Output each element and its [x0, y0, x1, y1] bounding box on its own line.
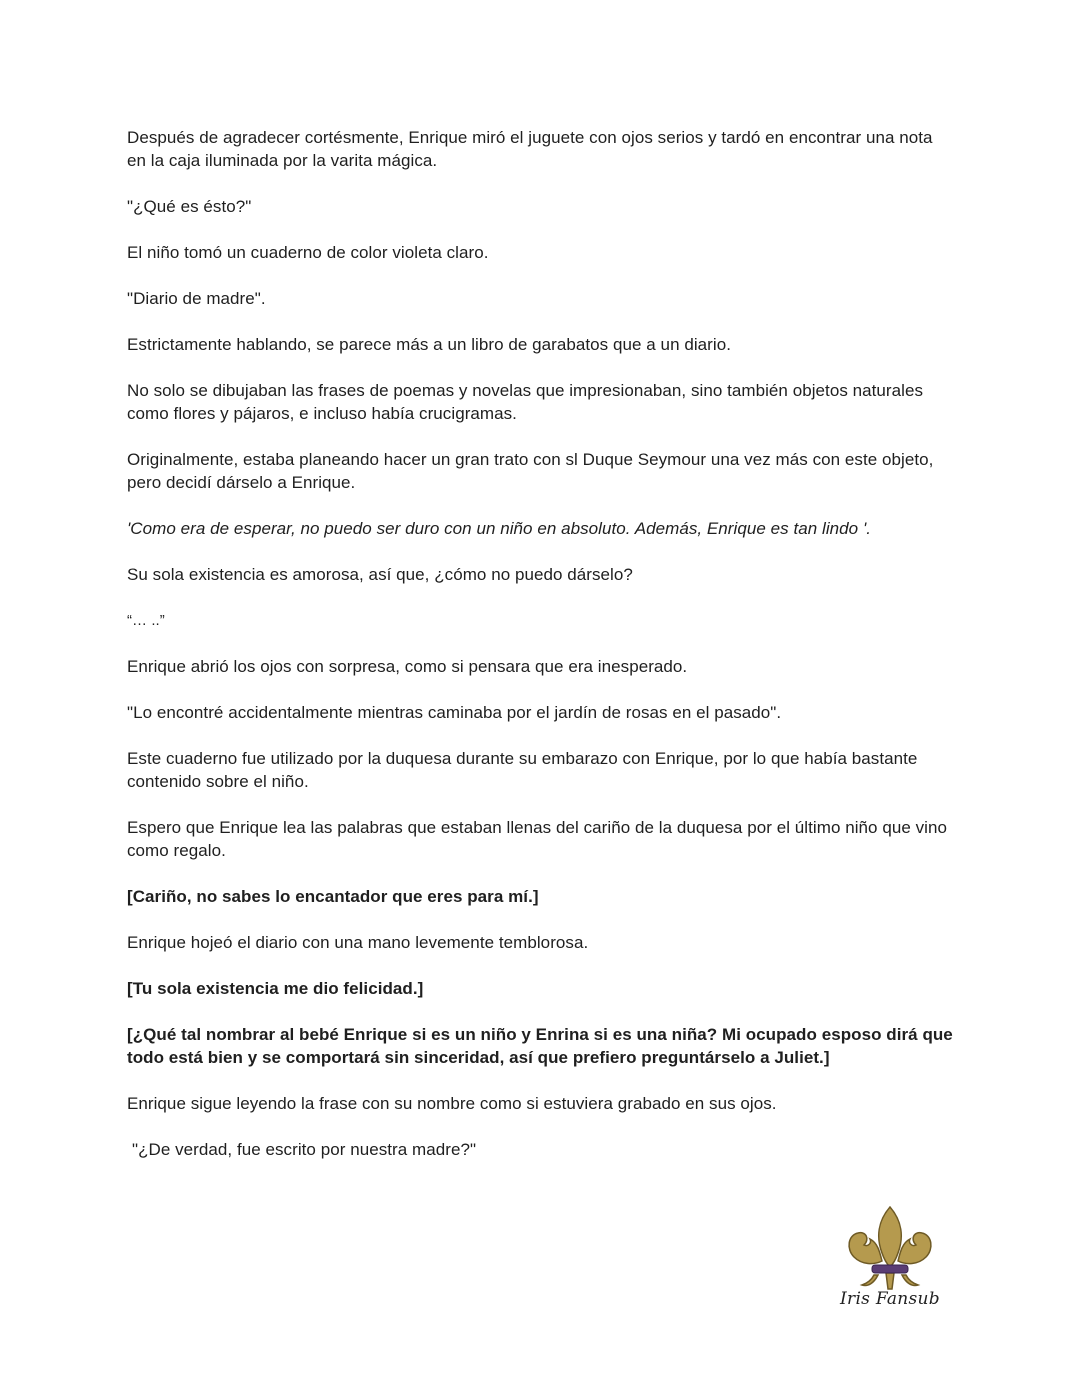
paragraph: No solo se dibujaban las frases de poemas y novelas que impresionaban, sino también objetos naturales como flores y pájaros, e incluso había crucigramas. — [127, 381, 924, 423]
dialogue-line: “… ..” — [127, 612, 165, 629]
paragraph: Espero que Enrique lea las palabras que estaban llenas del cariño de la duquesa por el último niño que vino como regalo. — [127, 818, 948, 860]
paragraph: Este cuaderno fue utilizado por la duquesa durante su embarazo con Enrique, por lo que había bastante contenido sobre el niño. — [127, 749, 918, 791]
watermark-logo — [838, 1203, 942, 1318]
diary-entry: [Cariño, no sabes lo encantador que eres para mí.] — [127, 887, 539, 906]
dialogue-line: "Lo encontré accidentalmente mientras caminaba por el jardín de rosas en el pasado". — [127, 703, 782, 722]
paragraph: Su sola existencia es amorosa, así que, ¿cómo no puedo dárselo? — [127, 565, 633, 584]
dialogue-line: "Diario de madre". — [127, 289, 266, 308]
dialogue-line: "¿Qué es ésto?" — [127, 197, 252, 216]
fleur-de-lis-icon — [838, 1203, 942, 1293]
inner-thought: 'Como era de esperar, no puedo ser duro con un niño en absoluto. Además, Enrique es tan lindo '. — [127, 519, 872, 538]
paragraph: El niño tomó un cuaderno de color violeta claro. — [127, 243, 489, 262]
paragraph: Enrique sigue leyendo la frase con su nombre como si estuviera grabado en sus ojos. — [127, 1094, 777, 1113]
paragraph: Enrique abrió los ojos con sorpresa, como si pensara que era inesperado. — [127, 657, 688, 676]
paragraph: Originalmente, estaba planeando hacer un gran trato con sl Duque Seymour una vez más con este objeto, pero decidí dárselo a Enrique. — [127, 450, 934, 492]
paragraph: Después de agradecer cortésmente, Enrique miró el juguete con ojos serios y tardó en encontrar una nota en la caja iluminada por la varita mágica. — [127, 128, 933, 170]
paragraph: Estrictamente hablando, se parece más a un libro de garabatos que a un diario. — [127, 335, 731, 354]
watermark-text: Iris Fansub — [840, 1289, 940, 1309]
diary-entry: [Tu sola existencia me dio felicidad.] — [127, 979, 424, 998]
paragraph: Enrique hojeó el diario con una mano levemente temblorosa. — [127, 933, 589, 952]
diary-entry: [¿Qué tal nombrar al bebé Enrique si es un niño y Enrina si es una niña? Mi ocupado esposo dirá que todo está bien y se comportará sin sinceridad, así que prefiero preguntárselo a Juliet.] — [127, 1025, 953, 1067]
document-body — [127, 126, 953, 1184]
dialogue-line: "¿De verdad, fue escrito por nuestra madre?" — [132, 1140, 477, 1159]
